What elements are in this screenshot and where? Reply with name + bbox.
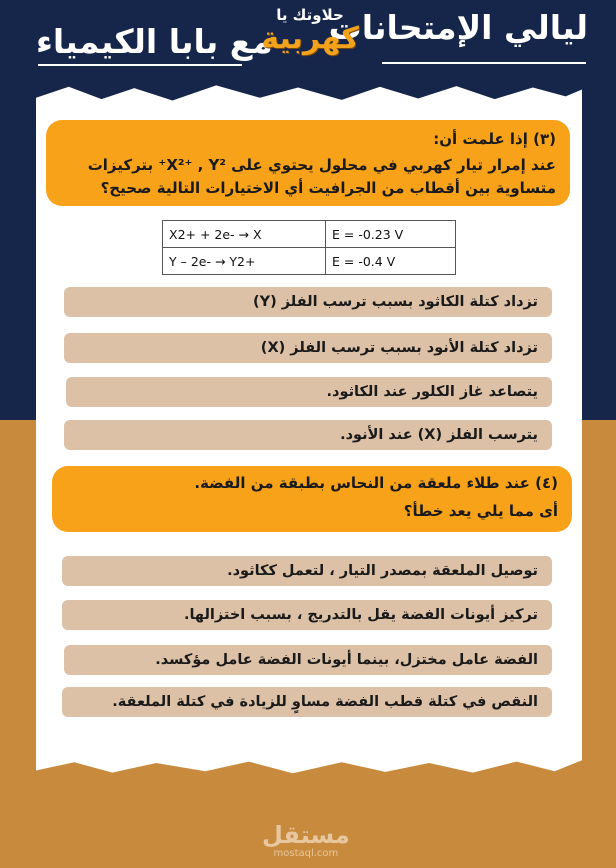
reaction-cell: X2+ + 2e- → X xyxy=(163,221,326,248)
question-3-text-1: عند إمرار تيار كهربي في محلول يحتوي على X²⁺ , Y²⁺ بتركيزات xyxy=(87,156,556,174)
header-underline-right xyxy=(382,62,586,64)
mostaql-watermark xyxy=(262,822,350,860)
potential-cell: E = -0.23 V xyxy=(326,221,456,248)
reaction-table xyxy=(162,220,456,275)
question-4-box xyxy=(52,466,572,532)
question-3-text-2: متساوية بين أقطاب من الجرافيت أي الاختيارات التالية صحيح؟ xyxy=(100,179,556,197)
question-3-option-2[interactable]: تزداد كتلة الأنود بسبب ترسب الفلز (X) xyxy=(64,333,552,363)
question-4-text: أى مما يلي يعد خطأ؟ xyxy=(403,502,558,520)
question-4-option-3[interactable]: الفضة عامل مختزل، بينما أيونات الفضة عامل مؤكسد. xyxy=(64,645,552,675)
question-4-option-4[interactable]: النقص في كتلة قطب الفضة مساوٍ للزيادة في كتلة الملعقة. xyxy=(62,687,552,717)
potential-cell: E = -0.4 V xyxy=(326,248,456,275)
question-4-title: (٤) عند طلاء ملعقة من النحاس بطبقة من الفضة. xyxy=(194,474,558,492)
watermark-arabic: مستقل xyxy=(262,821,350,849)
table-row xyxy=(163,248,456,275)
watermark-english: mostaql.com xyxy=(273,848,339,859)
table-row xyxy=(163,221,456,248)
brand-logo xyxy=(255,6,365,66)
question-3-option-3[interactable]: يتصاعد غاز الكلور عند الكاثود. xyxy=(66,377,552,407)
reaction-cell: Y – 2e- → Y2+ xyxy=(163,248,326,275)
question-3-box xyxy=(46,120,570,206)
header-underline-left xyxy=(38,64,242,66)
header-title-left: مع بابا الكيمياء xyxy=(36,22,273,61)
brand-small-text: حلاوتك يا xyxy=(276,6,344,24)
question-3-option-4[interactable]: يترسب الفلز (X) عند الأنود. xyxy=(64,420,552,450)
header-title-right: ليالي الإمتحانات xyxy=(328,8,588,47)
question-3-title: (٣) إذا علمت أن: xyxy=(433,130,556,148)
brand-big-text: كهربية xyxy=(261,21,359,56)
question-4-option-1[interactable]: توصيل الملعقة بمصدر التيار ، لتعمل ككاثود. xyxy=(62,556,552,586)
question-4-option-2[interactable]: تركيز أيونات الفضة يقل بالتدريج ، بسبب اختزالها. xyxy=(62,600,552,630)
question-3-option-1[interactable]: تزداد كتلة الكاثود بسبب ترسب الفلز (Y) xyxy=(64,287,552,317)
